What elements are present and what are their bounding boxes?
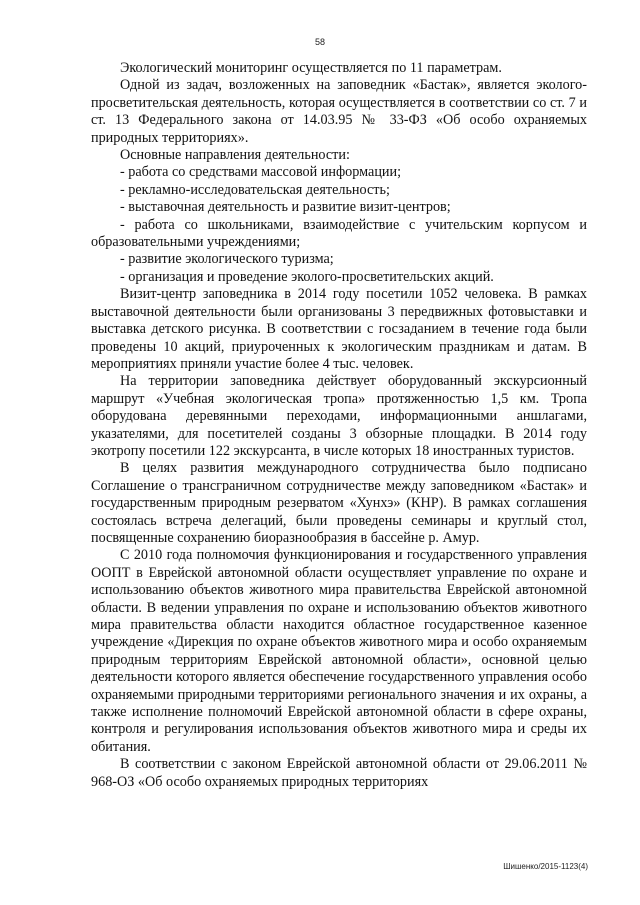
paragraph-eco-trail: На территории заповедника действует оборудованный экскурсионный маршрут «Учебная экологическая тропа» протяженностью 1,5 км. Тропа оборудована деревянными переходами, информационными аншлагами, указателями, для посетителей созданы 3 обзорные площадки. В 2014 году экотропу посетили 122 экскурсанта, в числе которых 18 иностранных туристов.	[91, 373, 587, 459]
paragraph-law: В соответствии с законом Еврейской автономной области от 29.06.2011 № 968-ОЗ «Об особо охраняемых природных территориях	[91, 756, 587, 790]
list-item: - рекламно-исследовательская деятельность;	[120, 181, 390, 198]
page-number: 58	[314, 37, 325, 47]
paragraph-management: С 2010 года полномочия функционирования и государственного управления ООПТ в Еврейской автономной области осуществляет управление по охране и использованию объектов животного мира правительства Еврейской автономной области. В ведении управления по охране и использованию объектов животного мира правительства области находится областное государственное казенное учреждение «Дирекция по охране объектов животного мира и особо охраняемым природным территориям Еврейской автономной области», основной целью деятельности которого является обеспечение государственного управления особо охраняемыми природными территориями регионального значения и их охраны, а также исполнение полномочий Еврейской автономной области в сфере охраны, контроля и регулирования использования объектов животного мира и среды их обитания.	[91, 547, 587, 755]
paragraph-visit-center: Визит-центр заповедника в 2014 году посетили 1052 человека. В рамках выставочной деятельности были организованы 3 передвижных фотовыставки и выставка детского рисунка. В соответствии с госзаданием в течение года были проведены 10 акций, приуроченных к экологическим праздникам и датам. В мероприятиях приняли участие более 4 тыс. человек.	[91, 286, 587, 372]
list-item: - выставочная деятельность и развитие визит-центров;	[120, 199, 451, 216]
paragraph-monitoring: Экологический мониторинг осуществляется по 11 параметрам.	[120, 60, 502, 76]
list-item: - развитие экологического туризма;	[120, 251, 334, 268]
list-item: - работа со школьниками, взаимодействие с учительским корпусом и образовательными учреждениями;	[91, 216, 587, 251]
paragraph-directions-heading: Основные направления деятельности:	[120, 147, 350, 164]
list-item: - организация и проведение эколого-просветительских акций.	[120, 268, 494, 285]
footer-document-code: Шишенко/2015-1123(4)	[503, 862, 588, 871]
list-item: - работа со средствами массовой информации;	[120, 164, 402, 181]
document-body	[91, 60, 587, 791]
paragraph-tasks: Одной из задач, возложенных на заповедник «Бастак», является эколого-просветительская деятельность, которая осуществляется в соответствии со ст. 7 и ст. 13 Федерального закона от 14.03.95 № 33-ФЗ «Об особо охраняемых природных территориях».	[91, 77, 587, 146]
paragraph-international: В целях развития международного сотрудничества было подписано Соглашение о трансграничном сотрудничестве между заповедником «Бастак» и государственным природным резерватом «Хунхэ» (КНР). В рамках соглашения состоялась встреча делегаций, были проведены семинары и круглый стол, посвященные сохранению биоразнообразия в бассейне р. Амур.	[91, 460, 587, 546]
